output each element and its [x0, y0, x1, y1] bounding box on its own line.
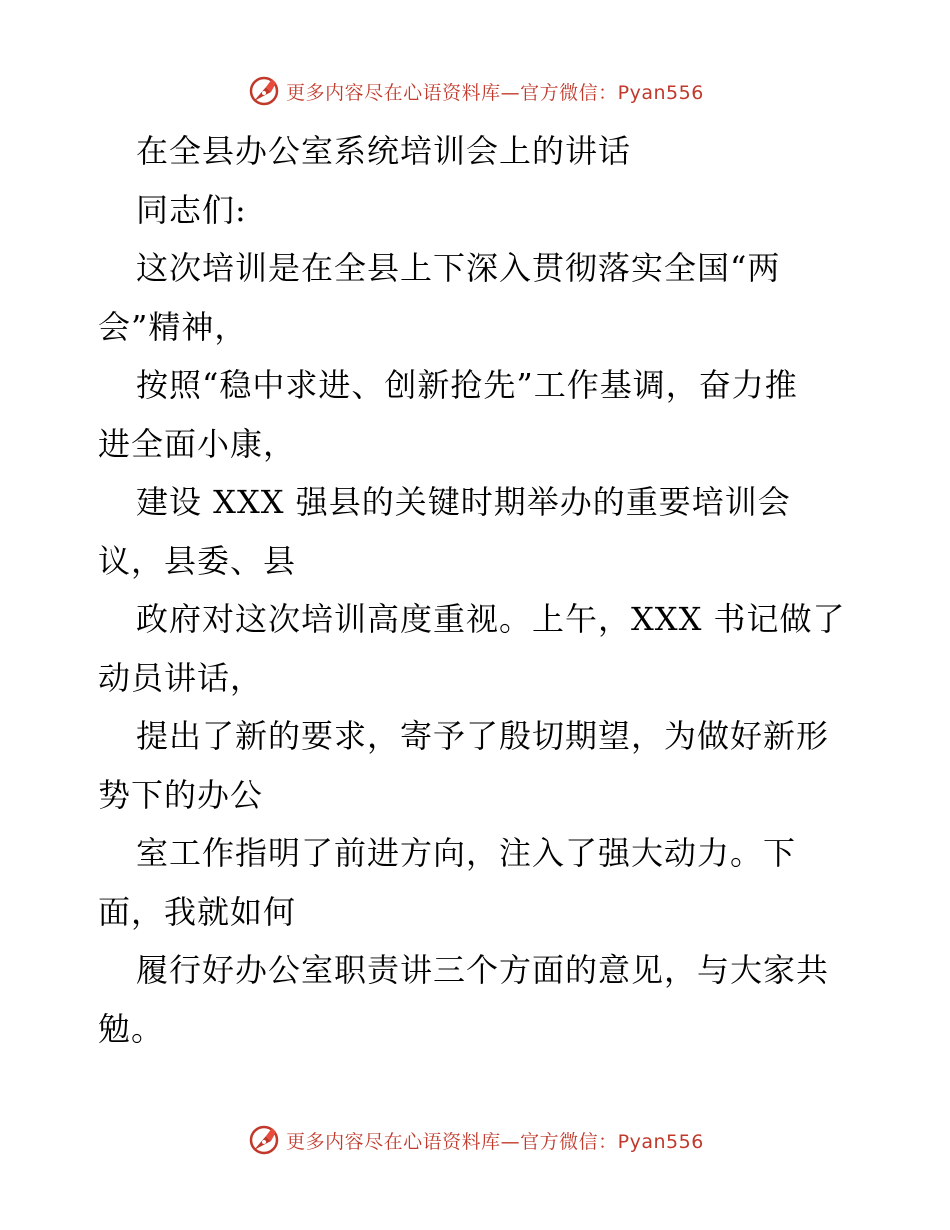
watermark-text: 更多内容尽在心语资料库—官方微信：Pyan556 — [286, 1130, 704, 1153]
text-line: 室工作指明了前进方向，注入了强大动力。下 — [136, 834, 797, 872]
text-line: 建设 XXX 强县的关键时期举办的重要培训会 — [136, 483, 791, 521]
text-line: 进全面小康， — [98, 424, 297, 463]
text-line: 同志们: — [136, 190, 247, 229]
footer-watermark — [0, 1120, 950, 1160]
text-line: 履行好办公室职责讲三个方面的意见，与大家共 — [136, 951, 830, 989]
text-line: 勉。 — [98, 1009, 165, 1048]
pen-nib-logo-icon — [246, 1122, 282, 1158]
text-line: 按照“稳中求进、创新抢先”工作基调，奋力推 — [136, 366, 798, 404]
text-line: 议，县委、县 — [98, 541, 297, 580]
header-watermark — [0, 71, 950, 111]
text-line: 提出了新的要求，寄予了殷切期望，为做好新形 — [136, 717, 830, 755]
pen-nib-logo-icon — [246, 73, 282, 109]
text-line: 政府对这次培训高度重视。上午，XXX 书记做了 — [136, 600, 846, 638]
text-line: 会”精神， — [98, 307, 248, 346]
text-line: 这次培训是在全县上下深入贯彻落实全国“两 — [136, 249, 781, 287]
text-line: 势下的办公 — [98, 775, 264, 814]
document-body — [98, 122, 858, 1058]
text-line: 动员讲话， — [98, 658, 264, 697]
document-title: 在全县办公室系统培训会上的讲话 — [136, 132, 632, 170]
watermark-text: 更多内容尽在心语资料库—官方微信：Pyan556 — [286, 81, 704, 104]
text-line: 面，我就如何 — [98, 892, 297, 931]
